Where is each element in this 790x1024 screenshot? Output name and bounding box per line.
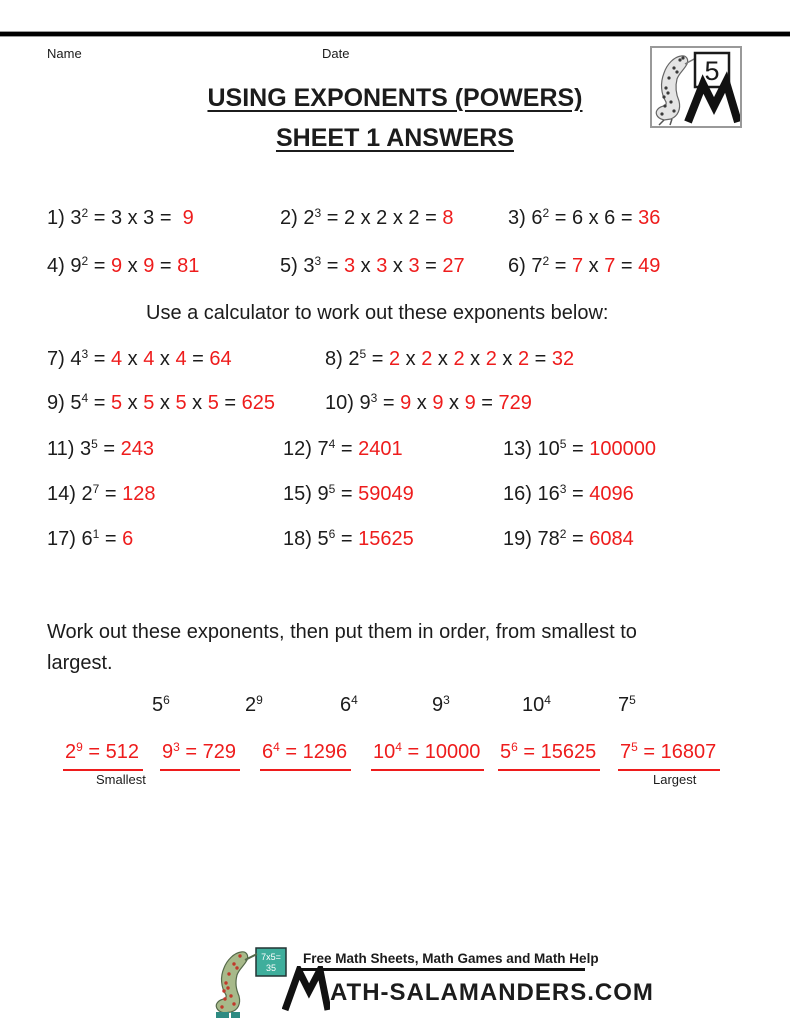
ordering-prompt-line1: Work out these exponents, then put them in order, from smallest to bbox=[47, 621, 637, 643]
exponent-item: $6^4$ bbox=[340, 693, 358, 716]
ordering-prompt-line2: largest. bbox=[47, 652, 113, 674]
problems-row-2 bbox=[0, 251, 790, 281]
problem-11: 11) $3^5 = 243$ bbox=[47, 437, 154, 460]
problem-10: 10) $9^3 = 9$ x 9 x 9 = 729 bbox=[325, 391, 532, 414]
problem-3: 3) $6^2 = 6$ x 6 = 36 bbox=[508, 206, 661, 229]
footer-divider bbox=[297, 968, 585, 971]
exponent-item: $7^5$ bbox=[618, 693, 636, 716]
problem-4: 4) $9^2 = 9$ x 9 = 81 bbox=[47, 254, 200, 277]
problem-19: 19) $78^2 = 6084$ bbox=[503, 527, 634, 550]
ordered-answer-2: $9^3 = 729$ bbox=[160, 737, 240, 771]
problem-12: 12) $7^4 = 2401$ bbox=[283, 437, 403, 460]
exponent-item: $2^9$ bbox=[245, 693, 263, 716]
salamander-mascot-icon bbox=[210, 947, 290, 1024]
calculator-instruction: Use a calculator to work out these exponents below: bbox=[146, 302, 609, 324]
largest-label: Largest bbox=[653, 772, 697, 787]
page-title-line1: USING EXPONENTS (POWERS) bbox=[207, 84, 583, 112]
footer-site-text: ATH-SALAMANDERS.COM bbox=[330, 979, 654, 1006]
problem-5: 5) $3^3 = 3$ x 3 x 3 = 27 bbox=[280, 254, 465, 277]
ordered-answer-4: $10^4 = 10000$ bbox=[371, 737, 484, 771]
name-label: Name bbox=[47, 46, 82, 61]
exponent-item: $5^6$ bbox=[152, 693, 170, 716]
page-title-line2: SHEET 1 ANSWERS bbox=[275, 124, 514, 152]
problem-6: 6) $7^2 = 7$ x 7 = 49 bbox=[508, 254, 661, 277]
ordered-answer-6: $7^5 = 16807$ bbox=[618, 737, 720, 771]
top-rule bbox=[0, 31, 790, 37]
problem-15: 15) $9^5 = 59049$ bbox=[283, 482, 414, 505]
ordered-answer-3: $6^4 = 1296$ bbox=[260, 737, 351, 771]
problems-row-5 bbox=[0, 434, 790, 464]
chalkboard-text-line2: 35 bbox=[265, 963, 277, 973]
problems-row-3 bbox=[0, 344, 790, 374]
problems-row-6 bbox=[0, 479, 790, 509]
footer-tagline: Free Math Sheets, Math Games and Math Help bbox=[303, 951, 599, 966]
ordered-answer-5: $5^6 = 15625$ bbox=[498, 737, 600, 771]
problem-9: 9) $5^4 = 5$ x 5 x 5 x 5 = 625 bbox=[47, 391, 275, 414]
problems-row-1 bbox=[0, 203, 790, 233]
problem-17: 17) $6^1 = 6$ bbox=[47, 527, 134, 550]
problem-7: 7) $4^3 = 4$ x 4 x 4 = 64 bbox=[47, 347, 232, 370]
ordered-answer-1: $2^9 = 512$ bbox=[63, 737, 143, 771]
problem-16: 16) $16^3 = 4096$ bbox=[503, 482, 634, 505]
problem-8: 8) $2^5 = 2$ x 2 x 2 x 2 x 2 = 32 bbox=[325, 347, 575, 370]
smallest-label: Smallest bbox=[96, 772, 146, 787]
grade-number: 5 bbox=[704, 56, 720, 86]
ordering-answers-row bbox=[0, 737, 790, 767]
problems-row-7 bbox=[0, 524, 790, 554]
problem-13: 13) $10^5 = 100000$ bbox=[503, 437, 656, 460]
exponent-item: $9^3$ bbox=[432, 693, 450, 716]
problem-2: 2) $2^3 = 2$ x 2 x 2 = 8 bbox=[280, 206, 454, 229]
chalkboard-text-line1: 7x5= bbox=[261, 952, 281, 962]
date-label: Date bbox=[322, 46, 350, 61]
ordering-exponents-row bbox=[0, 690, 790, 720]
problem-1: 1) $3^2 = 3$ x 3 = 9 bbox=[47, 206, 194, 229]
mascot-stand-icon bbox=[231, 1012, 240, 1018]
footer-m-logo-icon bbox=[282, 966, 330, 1017]
problem-18: 18) $5^6 = 15625$ bbox=[283, 527, 414, 550]
problems-row-4 bbox=[0, 388, 790, 418]
mascot-stand-icon bbox=[216, 1012, 229, 1018]
exponent-item: $10^4$ bbox=[522, 693, 551, 716]
problem-14: 14) $2^7 = 128$ bbox=[47, 482, 156, 505]
